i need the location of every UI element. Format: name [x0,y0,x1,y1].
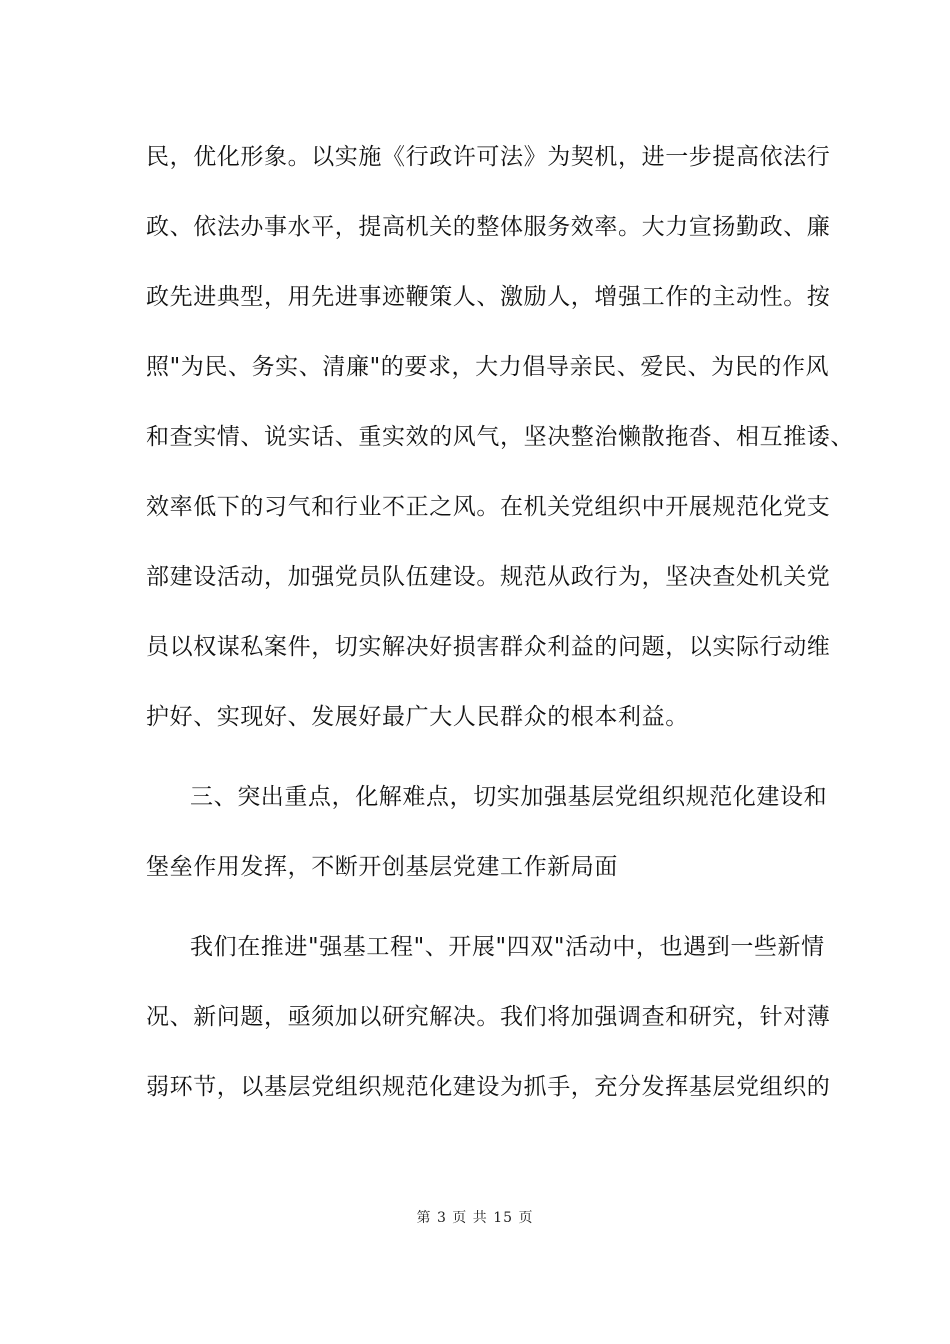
text-line-9: 护好、实现好、发展好最广大人民群众的根本利益。 [146,704,689,730]
page-number-footer: 第 3 页 共 15 页 [416,1210,534,1226]
text-line-2: 政、依法办事水平，提高机关的整体服务效率。大力宣扬勤政、廉 [146,214,831,240]
text-line-13: 况、新问题，亟须加以研究解决。我们将加强调查和研究，针对薄 [146,1004,831,1030]
text-line-5: 和查实情、说实话、重实效的风气，坚决整治懒散拖沓、相互推诿、 [146,424,854,450]
text-line-8: 员以权谋私案件，切实解决好损害群众利益的问题，以实际行动维 [146,634,831,660]
text-line-14: 弱环节，以基层党组织规范化建设为抓手，充分发挥基层党组织的 [146,1074,831,1100]
text-line-1: 民，优化形象。以实施《行政许可法》为契机，进一步提高依法行 [146,144,831,170]
text-line-4: 照"为民、务实、清廉"的要求，大力倡导亲民、爱民、为民的作风 [146,354,830,380]
text-line-6: 效率低下的习气和行业不正之风。在机关党组织中开展规范化党支 [146,494,831,520]
section-heading-line-1: 三、突出重点，化解难点，切实加强基层党组织规范化建设和 [190,784,828,810]
section-heading-line-2: 堡垒作用发挥，不断开创基层党建工作新局面 [146,854,618,880]
text-line-12: 我们在推进"强基工程"、开展"四双"活动中，也遇到一些新情 [190,934,825,960]
text-line-3: 政先进典型，用先进事迹鞭策人、激励人，增强工作的主动性。按 [146,284,831,310]
text-line-7: 部建设活动，加强党员队伍建设。规范从政行为，坚决查处机关党 [146,564,831,590]
